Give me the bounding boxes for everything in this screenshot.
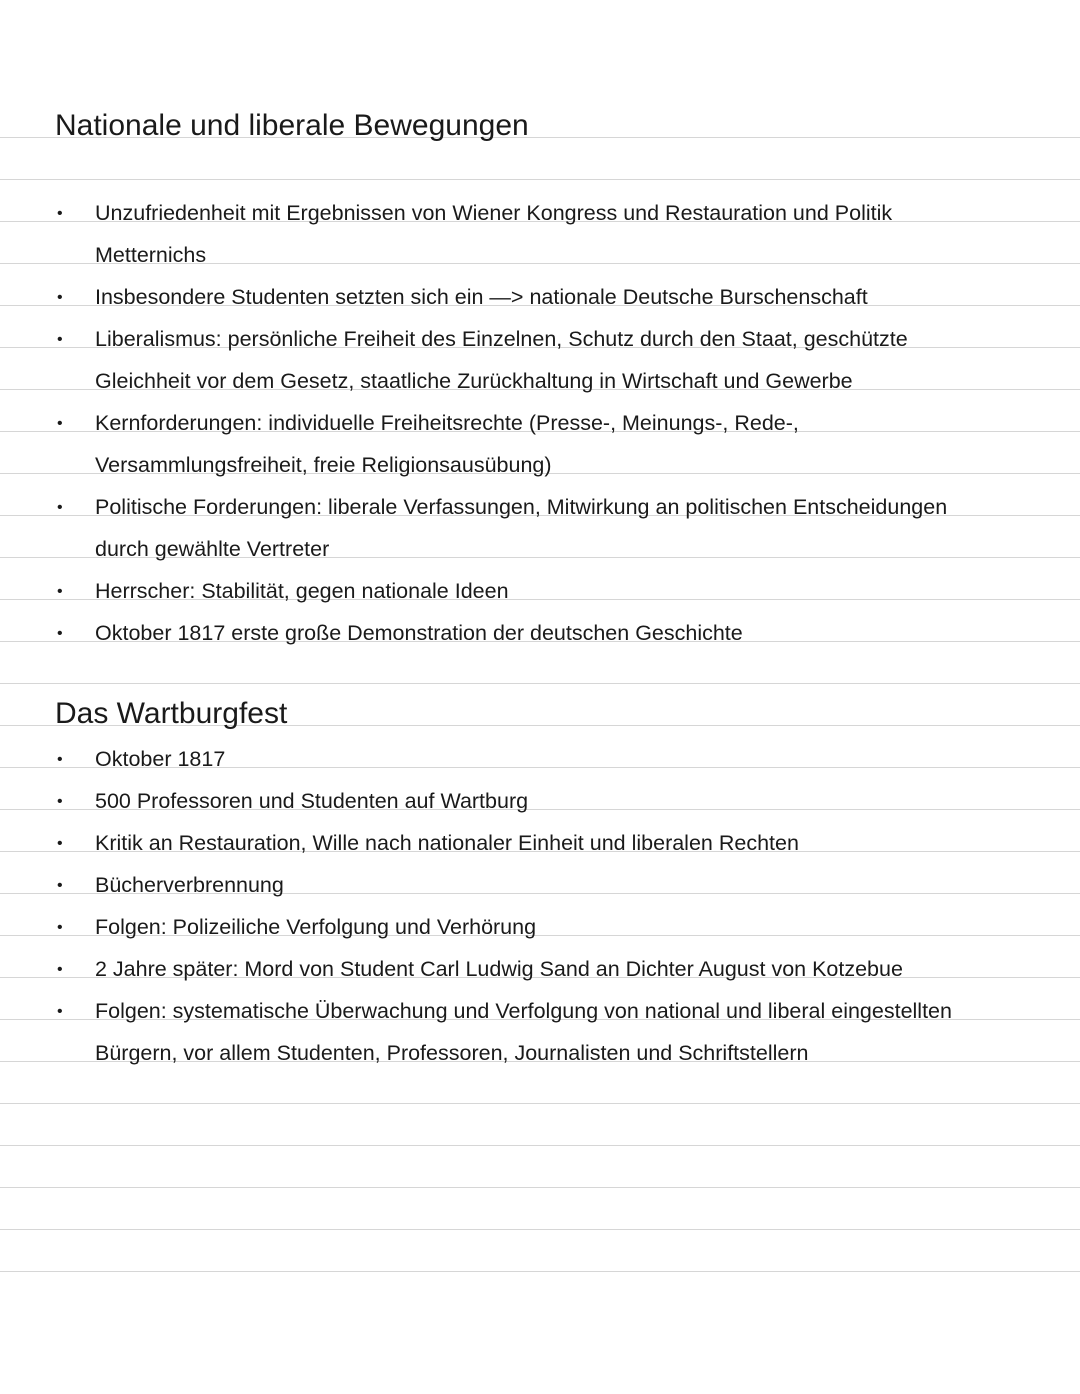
bullet: • (57, 415, 63, 432)
list-item-text: Unzufriedenheit mit Ergebnissen von Wiener Kongress und Restauration und Politik (95, 201, 893, 225)
list-item-text: Folgen: systematische Überwachung und Verfolgung von national und liberal eingestellten (95, 999, 952, 1023)
list-item (0, 780, 1080, 822)
list-item-continuation (0, 234, 1080, 276)
list-item (0, 612, 1080, 654)
bullet: • (57, 499, 63, 516)
list-item-text: Bücherverbrennung (95, 873, 284, 897)
section-title-wartburgfest: Das Wartburgfest (55, 697, 288, 730)
list-item-text: Insbesondere Studenten setzten sich ein —> nationale Deutsche Burschenschaft (95, 285, 868, 309)
list-item (0, 192, 1080, 234)
list-item (0, 486, 1080, 528)
bullet: • (57, 331, 63, 348)
list-item-text: 2 Jahre später: Mord von Student Carl Ludwig Sand an Dichter August von Kotzebue (95, 957, 903, 981)
bullet: • (57, 625, 63, 642)
list-item (0, 948, 1080, 990)
list-item-text: Bürgern, vor allem Studenten, Professoren, Journalisten und Schriftstellern (95, 1041, 809, 1065)
list-item-text: Gleichheit vor dem Gesetz, staatliche Zurückhaltung in Wirtschaft und Gewerbe (95, 369, 853, 393)
list-item (0, 318, 1080, 360)
list-item-text: Versammlungsfreiheit, freie Religionsausübung) (95, 453, 552, 477)
list-item-continuation (0, 360, 1080, 402)
list-item-text: Politische Forderungen: liberale Verfassungen, Mitwirkung an politischen Entscheidungen (95, 495, 948, 519)
list-item-text: Herrscher: Stabilität, gegen nationale Ideen (95, 579, 509, 603)
list-item-text: Oktober 1817 (95, 747, 226, 771)
bullet: • (57, 835, 63, 852)
list-item-text: Liberalismus: persönliche Freiheit des Einzelnen, Schutz durch den Staat, geschützte (95, 327, 908, 351)
list-item (0, 906, 1080, 948)
bullet: • (57, 289, 63, 306)
list-item-text: 500 Professoren und Studenten auf Wartburg (95, 789, 529, 813)
bullet: • (57, 793, 63, 810)
bullet: • (57, 583, 63, 600)
bullet: • (57, 961, 63, 978)
list-item-continuation (0, 444, 1080, 486)
list-item (0, 864, 1080, 906)
bullet: • (57, 751, 63, 768)
list-item-text: Metternichs (95, 243, 207, 267)
list-item-text: Folgen: Polizeiliche Verfolgung und Verhörung (95, 915, 537, 939)
section-title-nationale-bewegungen: Nationale und liberale Bewegungen (55, 109, 529, 142)
bullet: • (57, 877, 63, 894)
bullet: • (57, 919, 63, 936)
list-item (0, 738, 1080, 780)
list-item (0, 990, 1080, 1032)
bullet: • (57, 1003, 63, 1020)
list-item-continuation (0, 528, 1080, 570)
list-item-text: Oktober 1817 erste große Demonstration der deutschen Geschichte (95, 621, 743, 645)
list-item (0, 822, 1080, 864)
list-item-text: durch gewählte Vertreter (95, 537, 330, 561)
list-item-text: Kritik an Restauration, Wille nach nationaler Einheit und liberalen Rechten (95, 831, 799, 855)
list-item (0, 570, 1080, 612)
list-item-text: Kernforderungen: individuelle Freiheitsrechte (Presse-, Meinungs-, Rede-, (95, 411, 799, 435)
list-item (0, 276, 1080, 318)
bullet: • (57, 205, 63, 222)
list-item (0, 402, 1080, 444)
list-item-continuation (0, 1032, 1080, 1074)
